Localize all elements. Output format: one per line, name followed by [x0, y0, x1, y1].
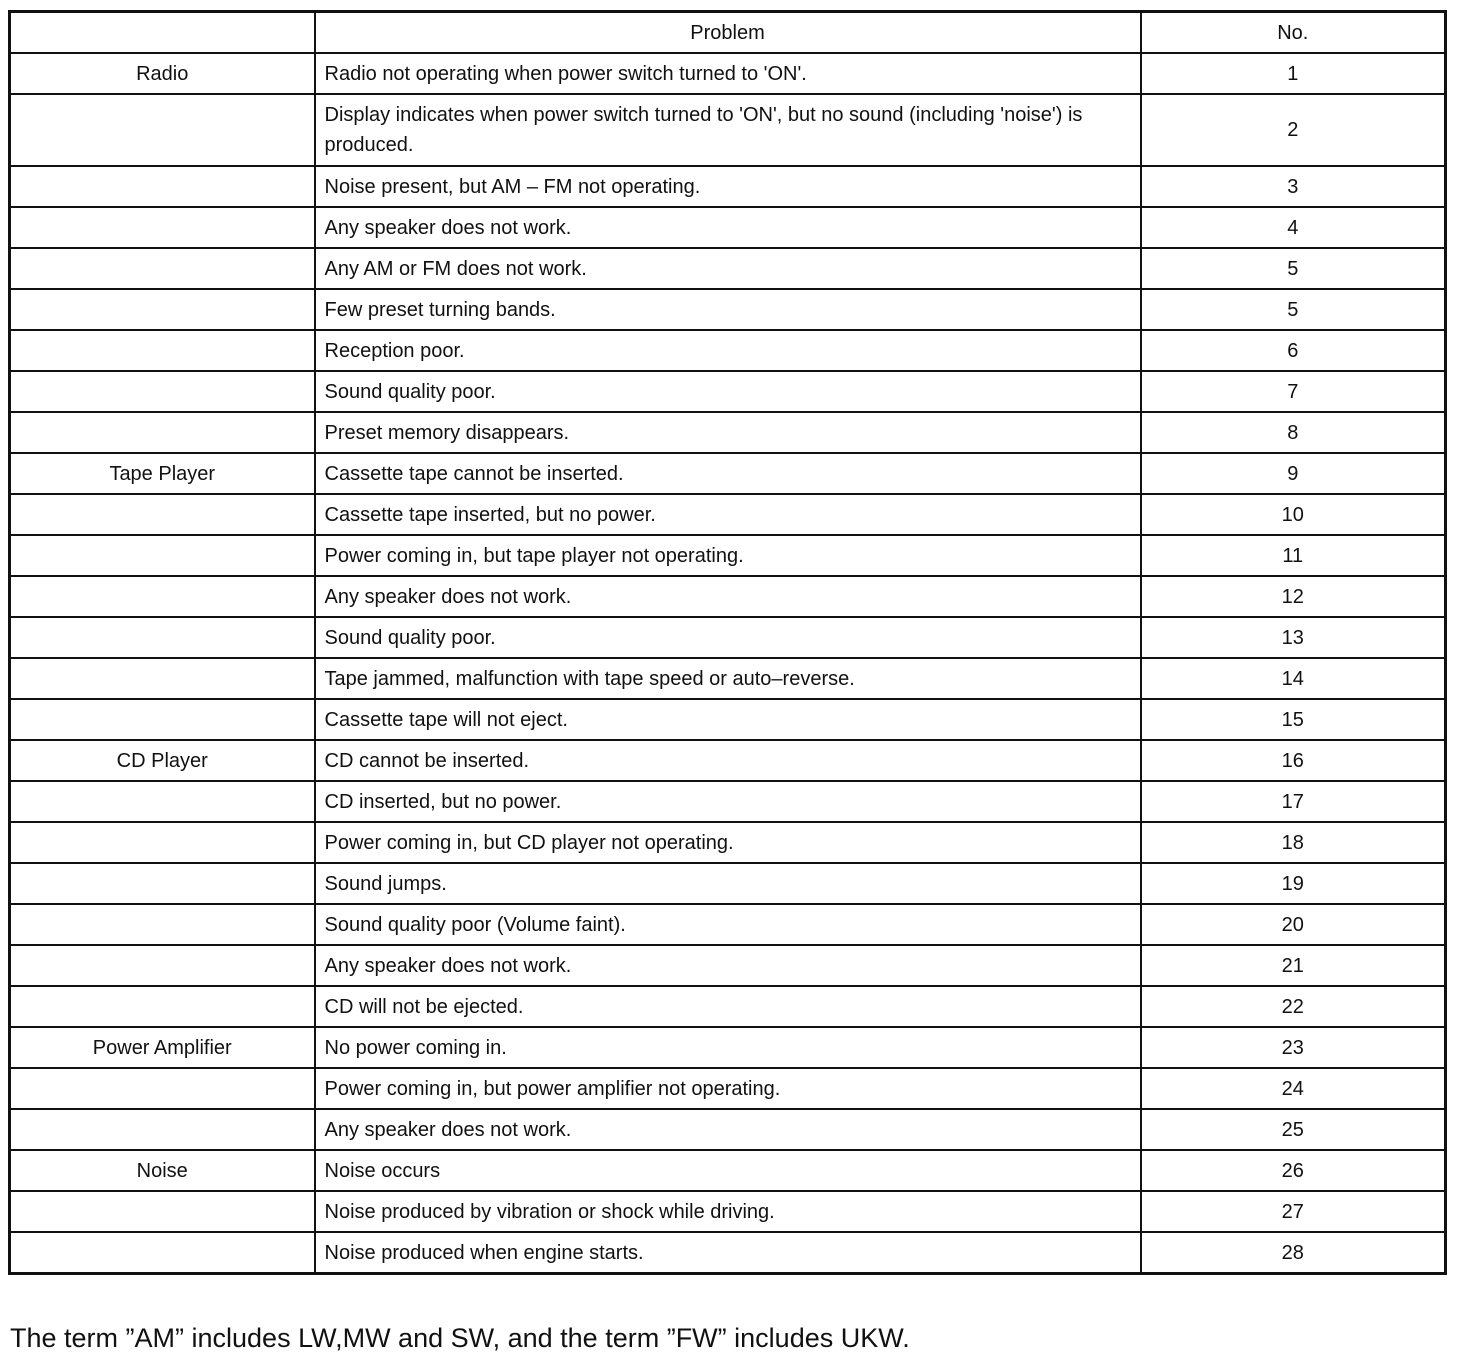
number-cell: 6: [1141, 330, 1446, 371]
table-row: [10, 1109, 1446, 1150]
number-cell: 19: [1141, 863, 1446, 904]
table-row: [10, 1232, 1446, 1274]
footnote: The term ”AM” includes LW,MW and SW, and the term ”FW” includes UKW.: [10, 1323, 910, 1353]
table-row: [10, 494, 1446, 535]
table-row: [10, 1068, 1446, 1109]
problem-cell: Noise produced when engine starts.: [315, 1232, 1141, 1274]
category-cell: [10, 330, 315, 371]
number-cell: 21: [1141, 945, 1446, 986]
table-row: [10, 781, 1446, 822]
problem-cell: Any speaker does not work.: [315, 207, 1141, 248]
category-cell: [10, 781, 315, 822]
category-cell: [10, 1232, 315, 1274]
problem-cell: Radio not operating when power switch turned to 'ON'.: [315, 53, 1141, 94]
number-cell: 15: [1141, 699, 1446, 740]
table-row: [10, 371, 1446, 412]
category-cell: [10, 248, 315, 289]
number-cell: 7: [1141, 371, 1446, 412]
category-cell: [10, 576, 315, 617]
number-cell: 12: [1141, 576, 1446, 617]
number-column-header: No.: [1141, 12, 1446, 54]
problem-column-header: Problem: [315, 12, 1141, 54]
category-cell: [10, 166, 315, 207]
category-column-header: [10, 12, 315, 54]
number-cell: 2: [1141, 94, 1446, 166]
number-cell: 24: [1141, 1068, 1446, 1109]
table-row: [10, 740, 1446, 781]
table-row: [10, 1191, 1446, 1232]
category-cell: [10, 658, 315, 699]
table-row: [10, 166, 1446, 207]
problem-cell: CD cannot be inserted.: [315, 740, 1141, 781]
problem-cell: Cassette tape inserted, but no power.: [315, 494, 1141, 535]
table-row: [10, 453, 1446, 494]
problem-cell: Reception poor.: [315, 330, 1141, 371]
number-cell: 26: [1141, 1150, 1446, 1191]
problem-cell: Sound quality poor (Volume faint).: [315, 904, 1141, 945]
problem-cell: Power coming in, but power amplifier not operating.: [315, 1068, 1141, 1109]
number-cell: 17: [1141, 781, 1446, 822]
problem-cell: Sound jumps.: [315, 863, 1141, 904]
number-cell: 10: [1141, 494, 1446, 535]
table-row: [10, 1150, 1446, 1191]
number-cell: 11: [1141, 535, 1446, 576]
category-cell: [10, 617, 315, 658]
problem-cell: Any speaker does not work.: [315, 576, 1141, 617]
problem-cell: CD inserted, but no power.: [315, 781, 1141, 822]
category-cell: [10, 863, 315, 904]
problem-cell: Few preset turning bands.: [315, 289, 1141, 330]
category-cell: [10, 1191, 315, 1232]
category-cell: Radio: [10, 53, 315, 94]
troubleshooting-document: [8, 10, 1444, 1275]
number-cell: 27: [1141, 1191, 1446, 1232]
number-cell: 5: [1141, 289, 1446, 330]
table-row: [10, 535, 1446, 576]
category-cell: [10, 699, 315, 740]
category-cell: [10, 1068, 315, 1109]
problem-cell: Display indicates when power switch turned to 'ON', but no sound (including 'noise') is produced.: [315, 94, 1141, 166]
category-cell: [10, 289, 315, 330]
category-cell: Tape Player: [10, 453, 315, 494]
problem-cell: Noise present, but AM – FM not operating.: [315, 166, 1141, 207]
table-row: [10, 207, 1446, 248]
problem-table: [8, 10, 1447, 1275]
table-row: [10, 576, 1446, 617]
table-body: [10, 53, 1446, 1274]
number-cell: 3: [1141, 166, 1446, 207]
category-cell: [10, 904, 315, 945]
table-row: [10, 248, 1446, 289]
number-cell: 13: [1141, 617, 1446, 658]
problem-cell: Noise occurs: [315, 1150, 1141, 1191]
category-cell: [10, 207, 315, 248]
category-cell: [10, 945, 315, 986]
problem-cell: Sound quality poor.: [315, 371, 1141, 412]
table-row: [10, 945, 1446, 986]
category-cell: Noise: [10, 1150, 315, 1191]
problem-cell: Sound quality poor.: [315, 617, 1141, 658]
category-cell: [10, 822, 315, 863]
number-cell: 23: [1141, 1027, 1446, 1068]
number-cell: 4: [1141, 207, 1446, 248]
problem-cell: CD will not be ejected.: [315, 986, 1141, 1027]
problem-cell: Any speaker does not work.: [315, 1109, 1141, 1150]
table-row: [10, 863, 1446, 904]
table-row: [10, 699, 1446, 740]
number-cell: 9: [1141, 453, 1446, 494]
table-row: [10, 1027, 1446, 1068]
category-cell: [10, 412, 315, 453]
category-cell: [10, 94, 315, 166]
category-cell: [10, 986, 315, 1027]
table-row: [10, 289, 1446, 330]
table-row: [10, 904, 1446, 945]
problem-cell: Any speaker does not work.: [315, 945, 1141, 986]
category-cell: CD Player: [10, 740, 315, 781]
category-cell: [10, 535, 315, 576]
table-row: [10, 412, 1446, 453]
problem-cell: Power coming in, but CD player not operating.: [315, 822, 1141, 863]
number-cell: 28: [1141, 1232, 1446, 1274]
table-row: [10, 617, 1446, 658]
problem-cell: Cassette tape cannot be inserted.: [315, 453, 1141, 494]
number-cell: 20: [1141, 904, 1446, 945]
table-row: [10, 53, 1446, 94]
table-row: [10, 986, 1446, 1027]
problem-cell: Preset memory disappears.: [315, 412, 1141, 453]
problem-cell: Power coming in, but tape player not operating.: [315, 535, 1141, 576]
problem-cell: Any AM or FM does not work.: [315, 248, 1141, 289]
number-cell: 1: [1141, 53, 1446, 94]
table-row: [10, 330, 1446, 371]
table-header-row: [10, 12, 1446, 54]
table-row: [10, 94, 1446, 166]
number-cell: 8: [1141, 412, 1446, 453]
table-row: [10, 658, 1446, 699]
category-cell: [10, 1109, 315, 1150]
category-cell: Power Amplifier: [10, 1027, 315, 1068]
problem-cell: Noise produced by vibration or shock while driving.: [315, 1191, 1141, 1232]
number-cell: 14: [1141, 658, 1446, 699]
number-cell: 25: [1141, 1109, 1446, 1150]
number-cell: 22: [1141, 986, 1446, 1027]
problem-cell: Cassette tape will not eject.: [315, 699, 1141, 740]
problem-cell: Tape jammed, malfunction with tape speed or auto–reverse.: [315, 658, 1141, 699]
number-cell: 18: [1141, 822, 1446, 863]
category-cell: [10, 371, 315, 412]
number-cell: 5: [1141, 248, 1446, 289]
table-row: [10, 822, 1446, 863]
category-cell: [10, 494, 315, 535]
problem-cell: No power coming in.: [315, 1027, 1141, 1068]
number-cell: 16: [1141, 740, 1446, 781]
